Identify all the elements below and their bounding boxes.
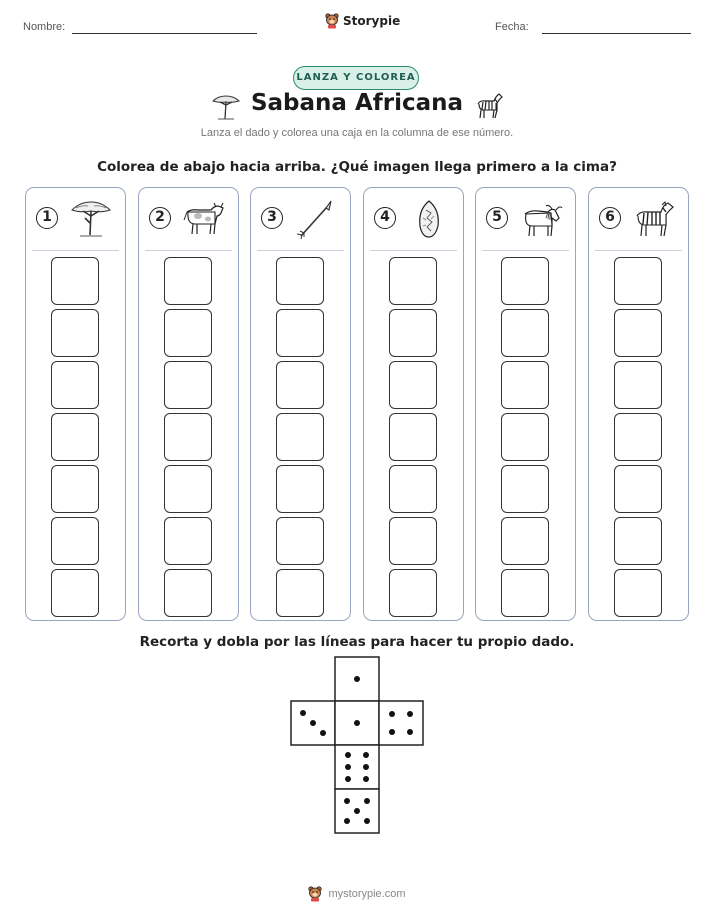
- column-divider: [145, 250, 232, 251]
- page-title: Sabana Africana: [250, 90, 464, 116]
- color-box[interactable]: [501, 257, 549, 305]
- die-pip: [354, 808, 360, 814]
- color-box[interactable]: [164, 569, 212, 617]
- zebra-icon: [472, 90, 504, 122]
- color-box[interactable]: [51, 413, 99, 461]
- color-box[interactable]: [51, 465, 99, 513]
- color-box[interactable]: [164, 517, 212, 565]
- column-header: [139, 188, 238, 250]
- die-pip: [364, 798, 370, 804]
- column-header: [476, 188, 575, 250]
- column-number: 3: [261, 207, 283, 229]
- color-box[interactable]: [276, 517, 324, 565]
- wildebeest-icon: [518, 198, 564, 240]
- column-1: [25, 187, 126, 621]
- die-pip: [407, 729, 413, 735]
- die-pip: [345, 776, 351, 782]
- color-box[interactable]: [164, 257, 212, 305]
- date-label: Fecha:: [495, 21, 529, 33]
- column-number: 6: [599, 207, 621, 229]
- color-box[interactable]: [164, 361, 212, 409]
- acacia-tree-icon: [68, 198, 114, 240]
- footer: [0, 886, 714, 902]
- column-number: 5: [486, 207, 508, 229]
- color-box[interactable]: [389, 569, 437, 617]
- color-box[interactable]: [51, 309, 99, 357]
- spear-icon: [293, 198, 339, 240]
- die-pip: [354, 676, 360, 682]
- column-header: [589, 188, 688, 250]
- brand-name: Storypie: [343, 14, 401, 28]
- color-box[interactable]: [164, 465, 212, 513]
- column-number: 1: [36, 207, 58, 229]
- color-box[interactable]: [164, 309, 212, 357]
- column-header: [26, 188, 125, 250]
- color-box[interactable]: [276, 569, 324, 617]
- date-field[interactable]: [542, 33, 691, 34]
- die-pip: [389, 729, 395, 735]
- footer-url: mystorypie.com: [328, 888, 406, 900]
- color-box[interactable]: [501, 413, 549, 461]
- column-divider: [595, 250, 682, 251]
- color-box[interactable]: [614, 361, 662, 409]
- brand-logo: [325, 13, 400, 29]
- die-face-lower: [335, 745, 379, 789]
- die-face-right: [379, 701, 423, 745]
- die-pip: [363, 752, 369, 758]
- column-2: [138, 187, 239, 621]
- cow-icon: [181, 198, 227, 240]
- color-box[interactable]: [51, 257, 99, 305]
- die-instruction: Recorta y dobla por las líneas para hacer tu propio dado.: [139, 634, 575, 650]
- column-number: 2: [149, 207, 171, 229]
- color-box[interactable]: [501, 361, 549, 409]
- color-box[interactable]: [276, 309, 324, 357]
- color-box[interactable]: [389, 465, 437, 513]
- color-box[interactable]: [614, 257, 662, 305]
- die-pip: [300, 710, 306, 716]
- color-box[interactable]: [389, 517, 437, 565]
- die-pip: [344, 818, 350, 824]
- color-box[interactable]: [389, 413, 437, 461]
- color-box[interactable]: [614, 309, 662, 357]
- column-6: [588, 187, 689, 621]
- color-box[interactable]: [276, 257, 324, 305]
- color-box[interactable]: [389, 257, 437, 305]
- race-instruction: Colorea de abajo hacia arriba. ¿Qué imagen llega primero a la cima?: [97, 159, 617, 175]
- activity-badge: LANZA Y COLOREA: [293, 66, 419, 90]
- color-box[interactable]: [614, 569, 662, 617]
- bear-icon: [325, 13, 339, 29]
- color-box[interactable]: [51, 361, 99, 409]
- color-box[interactable]: [501, 569, 549, 617]
- die-pip: [389, 711, 395, 717]
- die-pip: [363, 776, 369, 782]
- column-divider: [257, 250, 344, 251]
- die-pip: [320, 730, 326, 736]
- die-pip: [407, 711, 413, 717]
- column-divider: [370, 250, 457, 251]
- zebra-icon: [631, 198, 677, 240]
- color-box[interactable]: [51, 569, 99, 617]
- color-box[interactable]: [501, 465, 549, 513]
- color-box[interactable]: [389, 309, 437, 357]
- color-box[interactable]: [51, 517, 99, 565]
- color-box[interactable]: [276, 361, 324, 409]
- die-pip: [310, 720, 316, 726]
- column-4: [363, 187, 464, 621]
- die-pip: [364, 818, 370, 824]
- die-net: [290, 656, 426, 836]
- column-header: [364, 188, 463, 250]
- name-label: Nombre:: [23, 21, 66, 33]
- die-pip: [354, 720, 360, 726]
- color-box[interactable]: [276, 413, 324, 461]
- die-pip: [345, 752, 351, 758]
- color-box[interactable]: [614, 465, 662, 513]
- color-box[interactable]: [614, 517, 662, 565]
- name-field[interactable]: [72, 33, 257, 34]
- color-box[interactable]: [614, 413, 662, 461]
- column-divider: [482, 250, 569, 251]
- die-pip: [363, 764, 369, 770]
- column-divider: [32, 250, 119, 251]
- color-box[interactable]: [276, 465, 324, 513]
- color-box[interactable]: [501, 517, 549, 565]
- column-5: [475, 187, 576, 621]
- column-3: [250, 187, 351, 621]
- color-box[interactable]: [389, 361, 437, 409]
- color-box[interactable]: [164, 413, 212, 461]
- die-pip: [345, 764, 351, 770]
- color-box[interactable]: [501, 309, 549, 357]
- stone-tool-icon: [406, 198, 452, 240]
- column-header: [251, 188, 350, 250]
- die-pip: [344, 798, 350, 804]
- column-number: 4: [374, 207, 396, 229]
- page-subtitle: Lanza el dado y colorea una caja en la columna de ese número.: [200, 127, 514, 139]
- bear-icon: [308, 886, 322, 902]
